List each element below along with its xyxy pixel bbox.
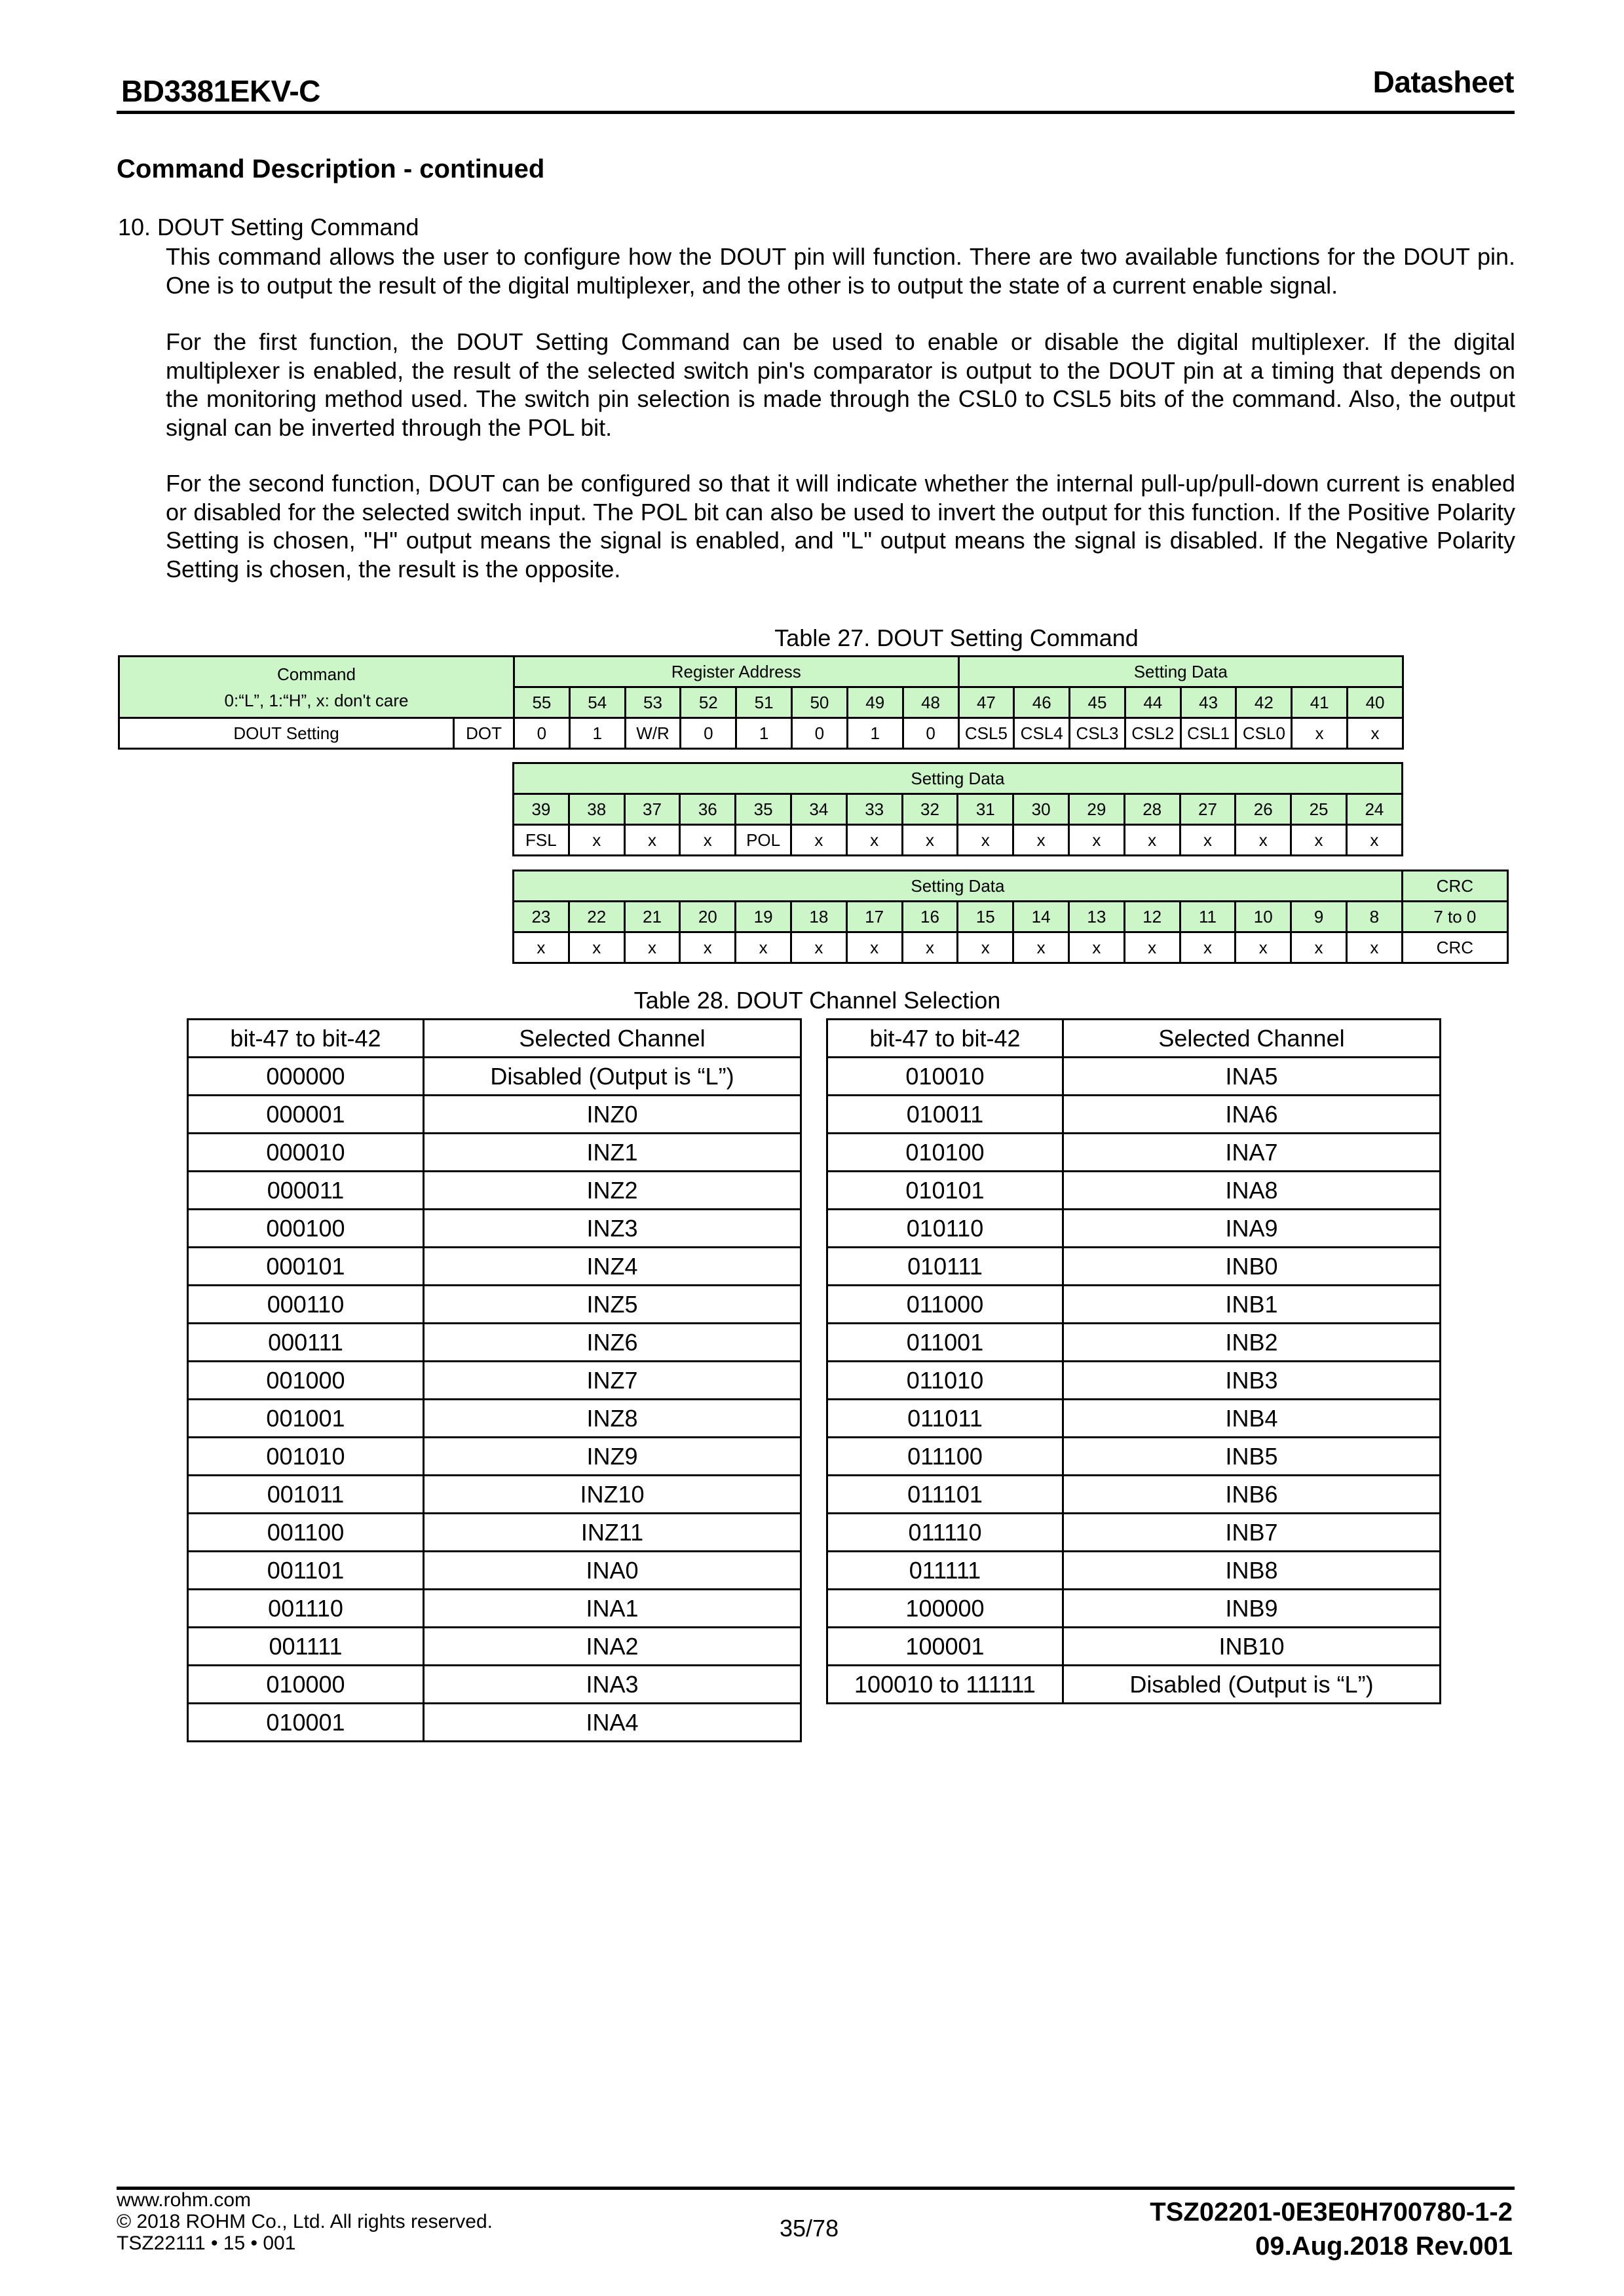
bit-code: 000001 [188, 1096, 424, 1134]
footer-left [117, 2189, 493, 2254]
bit-number: 37 [624, 794, 680, 825]
bit-code: 010101 [827, 1172, 1063, 1210]
table27-part2 [512, 762, 1403, 856]
bit-value: x [569, 825, 624, 856]
bit-number: 16 [902, 902, 958, 932]
bit-number: 9 [1291, 902, 1347, 932]
bit-number: 54 [569, 687, 625, 718]
bit-code: 010001 [188, 1704, 424, 1742]
command-header-cell [119, 657, 514, 718]
bit-code: 011010 [827, 1362, 1063, 1400]
bit-number: 24 [1346, 794, 1402, 825]
selected-channel: INB1 [1063, 1286, 1441, 1324]
bit-value: x [680, 932, 736, 963]
bit-number: 40 [1348, 687, 1403, 718]
setting-data-header: Setting Data [958, 657, 1403, 687]
bit-value: CSL5 [958, 718, 1014, 749]
command-name: DOUT Setting [119, 718, 454, 749]
bit-number: 35 [736, 794, 791, 825]
table-row [827, 1286, 1441, 1324]
doc-type: Datasheet [1372, 65, 1514, 99]
selected-channel: INA6 [1063, 1096, 1441, 1134]
bit-code: 001101 [188, 1552, 424, 1590]
setting-data-header: Setting Data [514, 871, 1403, 902]
table-row [827, 1134, 1441, 1172]
selected-channel: Disabled (Output is “L”) [424, 1058, 801, 1096]
bit-number: 15 [958, 902, 1013, 932]
bit-number: 51 [736, 687, 792, 718]
command-header: Command [277, 664, 356, 684]
table-row [188, 1362, 801, 1400]
table-row [188, 1400, 801, 1438]
page-number: 35/78 [780, 2215, 839, 2242]
bit-number: 36 [680, 794, 736, 825]
bit-value: x [791, 825, 846, 856]
table28-left [187, 1018, 802, 1742]
table-row [188, 1286, 801, 1324]
doc-number: TSZ02201-0E3E0H700780-1-2 [1150, 2198, 1513, 2227]
selected-channel: INB3 [1063, 1362, 1441, 1400]
bit-code: 010100 [827, 1134, 1063, 1172]
bit-code: 010110 [827, 1210, 1063, 1248]
bit-value: CSL3 [1070, 718, 1125, 749]
table27-caption: Table 27. DOUT Setting Command [774, 624, 1139, 651]
bit-value: x [791, 932, 846, 963]
selected-channel: INB6 [1063, 1476, 1441, 1514]
header-rule [117, 111, 1515, 114]
table28-right [826, 1018, 1441, 1704]
selected-channel: INZ3 [424, 1210, 801, 1248]
table-row [188, 1666, 801, 1704]
bit-code: 100010 to 111111 [827, 1666, 1063, 1704]
bit-number: 52 [681, 687, 736, 718]
selected-channel: INZ8 [424, 1400, 801, 1438]
legend: 0:“L”, 1:“H”, x: don't care [224, 690, 409, 710]
bit-value: W/R [625, 718, 681, 749]
col-header-bits: bit-47 to bit-42 [827, 1020, 1063, 1058]
bit-code: 001000 [188, 1362, 424, 1400]
bit-code: 010010 [827, 1058, 1063, 1096]
selected-channel: INA7 [1063, 1134, 1441, 1172]
table-row [827, 1514, 1441, 1552]
table-row [827, 1628, 1441, 1666]
bit-code: 001111 [188, 1628, 424, 1666]
table-row [188, 1058, 801, 1096]
col-header-bits: bit-47 to bit-42 [188, 1020, 424, 1058]
bit-value: x [902, 825, 958, 856]
bit-value: x [1346, 932, 1402, 963]
bit-number: 49 [847, 687, 903, 718]
bit-code: 000111 [188, 1324, 424, 1362]
table-row [827, 1172, 1441, 1210]
table-row [827, 1210, 1441, 1248]
bit-number: 41 [1292, 687, 1348, 718]
selected-channel: INB2 [1063, 1324, 1441, 1362]
bit-number: 50 [792, 687, 848, 718]
table-row [188, 1590, 801, 1628]
bit-value: x [1013, 932, 1069, 963]
selected-channel: INZ4 [424, 1248, 801, 1286]
bit-value: 1 [847, 718, 903, 749]
bit-number: 34 [791, 794, 846, 825]
bit-number: 17 [846, 902, 902, 932]
bit-value: x [1180, 825, 1236, 856]
bit-code: 011001 [827, 1324, 1063, 1362]
col-header-channel: Selected Channel [1063, 1020, 1441, 1058]
bit-number: 47 [958, 687, 1014, 718]
bit-number: 45 [1070, 687, 1125, 718]
bit-number: 25 [1291, 794, 1347, 825]
selected-channel: INA3 [424, 1666, 801, 1704]
bit-number: 27 [1180, 794, 1236, 825]
bit-number: 20 [680, 902, 736, 932]
table-row [188, 1172, 801, 1210]
table-row [188, 1248, 801, 1286]
bit-number: 39 [514, 794, 569, 825]
bit-number: 26 [1236, 794, 1291, 825]
table-row [188, 1210, 801, 1248]
bit-value: x [1236, 825, 1291, 856]
bit-value: x [958, 825, 1013, 856]
bit-value: x [624, 825, 680, 856]
selected-channel: INZ11 [424, 1514, 801, 1552]
bit-value: x [958, 932, 1013, 963]
table-row [827, 1476, 1441, 1514]
bit-number: 55 [514, 687, 570, 718]
table27-part1 [118, 655, 1404, 750]
bit-code: 000100 [188, 1210, 424, 1248]
bit-number: 19 [736, 902, 791, 932]
bit-code: 001011 [188, 1476, 424, 1514]
command-heading: 10. DOUT Setting Command [118, 214, 419, 240]
table28-caption: Table 28. DOUT Channel Selection [633, 987, 1001, 1014]
bit-value: 0 [681, 718, 736, 749]
col-header-channel: Selected Channel [424, 1020, 801, 1058]
bit-value: x [1180, 932, 1236, 963]
bit-value: x [1124, 932, 1180, 963]
bit-number: 33 [846, 794, 902, 825]
bit-code: 011101 [827, 1476, 1063, 1514]
bit-value: 0 [514, 718, 570, 749]
selected-channel: INZ2 [424, 1172, 801, 1210]
selected-channel: INA8 [1063, 1172, 1441, 1210]
bit-value: 0 [903, 718, 958, 749]
bit-number: 42 [1236, 687, 1292, 718]
bit-value: x [569, 932, 624, 963]
bit-number: 32 [902, 794, 958, 825]
bit-value: 1 [569, 718, 625, 749]
paragraph-3: For the second function, DOUT can be configured so that it will indicate whether the internal pull-up/pull-down current is enabled or disabled for the selected switch input. The POL bit can also be used to invert the output for this function. If the Positive Polarity Setting is chosen, "H" output means the signal is enabled, and "L" output means the signal is disabled. If the Negative Polarity Setting is chosen, the result is the opposite. [166, 470, 1515, 583]
table-row [188, 1552, 801, 1590]
bit-value: x [680, 825, 736, 856]
selected-channel: INB9 [1063, 1590, 1441, 1628]
table-row [827, 1666, 1441, 1704]
bit-value: x [1348, 718, 1403, 749]
table-row [827, 1324, 1441, 1362]
bit-number: 30 [1013, 794, 1069, 825]
bit-code: 010111 [827, 1248, 1063, 1286]
crc-value: CRC [1402, 932, 1507, 963]
selected-channel: Disabled (Output is “L”) [1063, 1666, 1441, 1704]
selected-channel: INB0 [1063, 1248, 1441, 1286]
table-row [827, 1552, 1441, 1590]
crc-header: CRC [1402, 871, 1507, 902]
bit-number: 43 [1180, 687, 1236, 718]
bit-code: 001110 [188, 1590, 424, 1628]
bit-number: 48 [903, 687, 958, 718]
selected-channel: INZ7 [424, 1362, 801, 1400]
bit-value: POL [736, 825, 791, 856]
selected-channel: INB10 [1063, 1628, 1441, 1666]
table-row [827, 1096, 1441, 1134]
section-title: Command Description - continued [117, 155, 545, 183]
bit-code: 011111 [827, 1552, 1063, 1590]
bit-value: CSL4 [1014, 718, 1070, 749]
selected-channel: INA5 [1063, 1058, 1441, 1096]
bit-value: x [846, 932, 902, 963]
form-code: TSZ22111 • 15 • 001 [117, 2232, 296, 2254]
bit-code: 010000 [188, 1666, 424, 1704]
table-row [188, 1628, 801, 1666]
bit-code: 011110 [827, 1514, 1063, 1552]
bit-code: 011000 [827, 1286, 1063, 1324]
bit-value: FSL [514, 825, 569, 856]
footer-right [1150, 2195, 1513, 2263]
bit-value: CSL0 [1236, 718, 1292, 749]
selected-channel: INZ9 [424, 1438, 801, 1476]
crc-bits: 7 to 0 [1402, 902, 1507, 932]
bit-code: 011011 [827, 1400, 1063, 1438]
selected-channel: INB8 [1063, 1552, 1441, 1590]
selected-channel: INA9 [1063, 1210, 1441, 1248]
bit-number: 10 [1236, 902, 1291, 932]
bit-value: 0 [792, 718, 848, 749]
bit-code: 001001 [188, 1400, 424, 1438]
bit-number: 13 [1068, 902, 1124, 932]
bit-value: x [1068, 825, 1124, 856]
selected-channel: INB7 [1063, 1514, 1441, 1552]
selected-channel: INB5 [1063, 1438, 1441, 1476]
table-row [827, 1362, 1441, 1400]
bit-value: x [846, 825, 902, 856]
table-row [188, 1476, 801, 1514]
bit-code: 100001 [827, 1628, 1063, 1666]
bit-number: 22 [569, 902, 624, 932]
table-row [188, 1704, 801, 1742]
table-row [827, 1438, 1441, 1476]
bit-number: 14 [1013, 902, 1069, 932]
selected-channel: INB4 [1063, 1400, 1441, 1438]
bit-value: 1 [736, 718, 792, 749]
table-row [188, 1134, 801, 1172]
bit-number: 18 [791, 902, 846, 932]
bit-number: 53 [625, 687, 681, 718]
selected-channel: INZ1 [424, 1134, 801, 1172]
bit-number: 38 [569, 794, 624, 825]
selected-channel: INZ5 [424, 1286, 801, 1324]
table-row [827, 1248, 1441, 1286]
table-row [188, 1438, 801, 1476]
paragraph-2: For the first function, the DOUT Setting Command can be used to enable or disable the digital multiplexer. If the digital multiplexer is enabled, the result of the selected switch pin's comparator is output to the DOUT pin at a timing that depends on the monitoring method used. The switch pin selection is made through the CSL0 to CSL5 bits of the command. Also, the output signal can be inverted through the POL bit. [166, 328, 1515, 441]
table-row [188, 1324, 801, 1362]
register-address-header: Register Address [514, 657, 958, 687]
bit-number: 44 [1125, 687, 1180, 718]
bit-value: x [736, 932, 791, 963]
bit-value: x [1291, 825, 1347, 856]
bit-value: x [514, 932, 569, 963]
bit-number: 12 [1124, 902, 1180, 932]
bit-code: 000110 [188, 1286, 424, 1324]
table-row [827, 1058, 1441, 1096]
selected-channel: INA1 [424, 1590, 801, 1628]
bit-code: 100000 [827, 1590, 1063, 1628]
bit-number: 28 [1124, 794, 1180, 825]
bit-value: x [1346, 825, 1402, 856]
bit-code: 010011 [827, 1096, 1063, 1134]
bit-value: x [1013, 825, 1069, 856]
bit-value: CSL2 [1125, 718, 1180, 749]
paragraph-1: This command allows the user to configure how the DOUT pin will function. There are two available functions for the DOUT pin. One is to output the result of the digital multiplexer, and the other is to output the state of a current enable signal. [166, 243, 1515, 299]
bit-value: x [1291, 932, 1347, 963]
website-link[interactable]: www.rohm.com [117, 2189, 252, 2211]
command-code: DOT [454, 718, 514, 749]
bit-value: x [1124, 825, 1180, 856]
bit-code: 001100 [188, 1514, 424, 1552]
bit-value: x [1292, 718, 1348, 749]
bit-number: 23 [514, 902, 569, 932]
selected-channel: INZ6 [424, 1324, 801, 1362]
bit-number: 46 [1014, 687, 1070, 718]
bit-value: x [624, 932, 680, 963]
table-row [188, 1096, 801, 1134]
table-row [188, 1514, 801, 1552]
bit-code: 000101 [188, 1248, 424, 1286]
bit-code: 000000 [188, 1058, 424, 1096]
bit-code: 001010 [188, 1438, 424, 1476]
bit-code: 000011 [188, 1172, 424, 1210]
bit-number: 31 [958, 794, 1013, 825]
table-row [827, 1400, 1441, 1438]
bit-value: x [1068, 932, 1124, 963]
bit-number: 21 [624, 902, 680, 932]
bit-number: 29 [1068, 794, 1124, 825]
bit-code: 000010 [188, 1134, 424, 1172]
copyright: © 2018 ROHM Co., Ltd. All rights reserved. [117, 2211, 493, 2232]
selected-channel: INZ10 [424, 1476, 801, 1514]
table27-part3 [512, 870, 1509, 964]
selected-channel: INA0 [424, 1552, 801, 1590]
bit-number: 8 [1346, 902, 1402, 932]
bit-number: 11 [1180, 902, 1236, 932]
selected-channel: INA4 [424, 1704, 801, 1742]
bit-value: x [1236, 932, 1291, 963]
bit-value: CSL1 [1180, 718, 1236, 749]
setting-data-header: Setting Data [514, 763, 1403, 794]
selected-channel: INA2 [424, 1628, 801, 1666]
part-number: BD3381EKV-C [121, 74, 320, 108]
selected-channel: INZ0 [424, 1096, 801, 1134]
bit-code: 011100 [827, 1438, 1063, 1476]
bit-value: x [902, 932, 958, 963]
date-revision: 09.Aug.2018 Rev.001 [1255, 2232, 1513, 2261]
table-row [827, 1590, 1441, 1628]
